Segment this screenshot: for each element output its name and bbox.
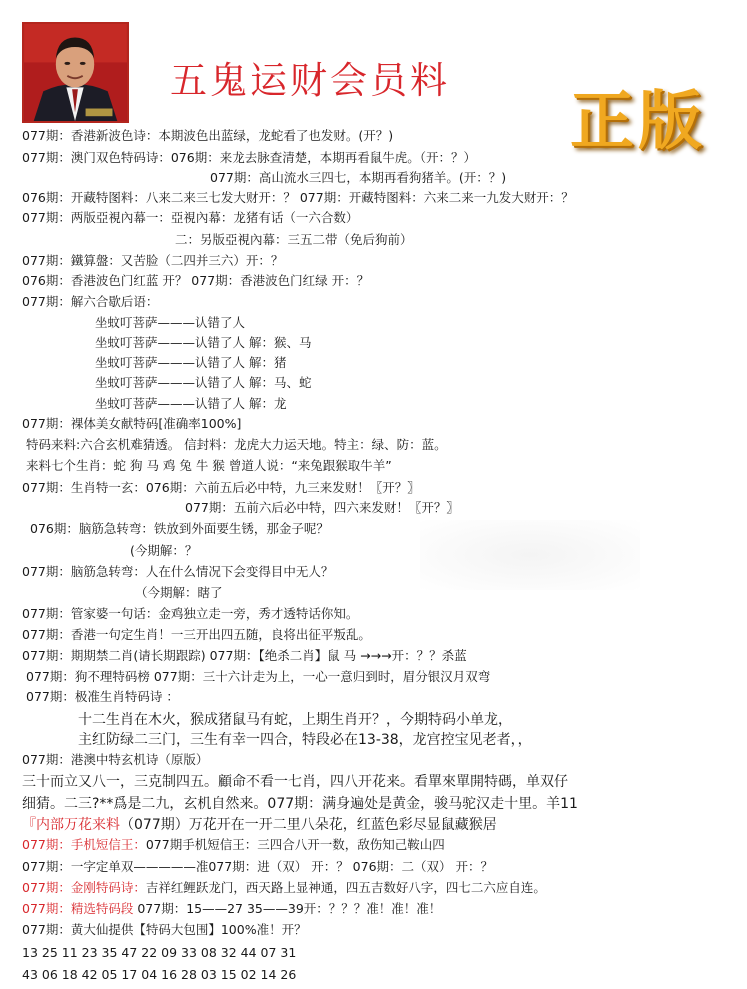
line-text: （077期）万花开在一开二里八朵花，红蓝色彩尽显鼠藏猴居 — [120, 817, 497, 833]
text-line — [22, 128, 393, 144]
text-line — [22, 273, 369, 289]
text-line — [22, 606, 358, 622]
text-line — [22, 150, 476, 166]
text-line — [26, 458, 392, 474]
line-text: 077期：港澳中特玄机诗（原版） — [22, 752, 209, 767]
text-line — [22, 945, 296, 961]
line-text: 077期：一字定单双—————准077期：进（双） 开：？ 076期：二（双） 开：？ — [22, 859, 493, 874]
line-text: 077期：黄大仙提供【特码大包围】100%准！开？ — [22, 922, 307, 937]
line-text: 077期：香港一句定生肖！一三开出四五随，良将出征平叛乱。 — [22, 627, 371, 642]
text-line — [26, 437, 447, 453]
text-line — [210, 170, 506, 186]
line-text: 十二生肖在木火，猴成猪鼠马有蛇，上期生肖开？，今期特码小单龙， — [78, 712, 512, 728]
line-text: 细猜。二三?**爲是二九，玄机自然来。077期：满身遍处是黄金，骏马驼汉走十里。羊11 — [22, 796, 578, 812]
line-text: 076期：脑筋急转弯：铁放到外面要生锈，那金子呢？ — [30, 521, 329, 536]
text-line — [22, 967, 296, 983]
page-title: 五鬼运财会员料 — [170, 59, 450, 102]
portrait-photo — [22, 22, 129, 123]
text-line — [22, 190, 574, 206]
line-text: 076期：香港波色门红蓝 开？ 077期：香港波色门红绿 开：？ — [22, 273, 370, 288]
line-text: 吉祥红鲤跃龙门，西天路上显神通，四五吉数好八字，四七二六应自连。 — [145, 880, 546, 895]
highlight-label: 『内部万花来料 — [22, 817, 120, 833]
line-text: 077期：极准生肖特码诗 ： — [26, 689, 179, 704]
text-line — [95, 335, 311, 351]
line-text: 077期手机短信王：三四合八开一数，敌伤知己鞍山四 — [145, 837, 445, 852]
line-text: 二：另版亞視內幕：三五二带（免后狗前） — [175, 232, 413, 247]
text-line — [95, 375, 311, 391]
text-line — [22, 901, 441, 917]
line-text: 077期：解六合歇后语： — [22, 294, 159, 309]
line-text: 坐蚊叮菩萨———认错了人 解：龙 — [95, 396, 287, 411]
text-line — [22, 922, 307, 938]
text-line — [95, 396, 286, 412]
text-line — [175, 232, 413, 248]
text-line — [22, 752, 208, 768]
text-line — [22, 627, 371, 643]
text-line — [22, 795, 578, 813]
man-portrait-icon — [24, 24, 127, 121]
text-line — [22, 253, 283, 269]
text-line — [78, 711, 512, 729]
line-text: 坐蚊叮菩萨———认错了人 — [95, 315, 246, 330]
line-text: (今期解：？ — [130, 543, 198, 558]
text-line — [185, 500, 459, 516]
smudge-mark — [420, 520, 640, 590]
text-line — [22, 210, 358, 226]
line-text: 077期：五前六后必中特，四六来发财！〖开？〗 — [185, 500, 459, 515]
line-text: 077期：狗不理特码榜 077期：三十六计走为上，一心一意归到时，眉分银汉月双弯 — [26, 669, 491, 684]
line-text: 坐蚊叮菩萨———认错了人 解：猪 — [95, 355, 287, 370]
line-text: 077期：裸体美女献特码[准确率100%] — [22, 416, 242, 431]
text-line — [22, 480, 420, 496]
line-text: 077期：15——27 35——39开：？？？准！准！准！ — [133, 901, 442, 916]
highlight-label: 077期：精选特码段 — [22, 901, 134, 916]
line-text: 13 25 11 23 35 47 22 09 33 08 32 44 07 31 — [22, 945, 297, 960]
text-line — [135, 585, 223, 601]
text-line — [26, 689, 179, 705]
line-text: 077期：高山流水三四七，本期再看狗猪羊。(开：？) — [210, 170, 507, 185]
text-line — [22, 648, 467, 664]
text-line — [130, 543, 197, 559]
line-text: 077期：期期禁二肖(请长期跟踪) 077期：【绝杀二肖】鼠 马 →→→开：？？杀蓝 — [22, 648, 467, 663]
line-text: 43 06 18 42 05 17 04 16 28 03 15 02 14 26 — [22, 967, 297, 982]
line-text: 077期：香港新波色诗：本期波色出蓝绿，龙蛇看了也发财。(开？) — [22, 128, 394, 143]
line-text: 077期：两版亞視內幕一：亞視內幕：龙猪有话（一六合数） — [22, 210, 359, 225]
text-line — [78, 731, 532, 749]
line-text: 077期：生肖特一玄：076期：六前五后必中特，九三来发财！〖开？〗 — [22, 480, 420, 495]
line-text: 来料七个生肖：蛇 狗 马 鸡 兔 牛 猴 曾道人说：“来兔跟猴取牛羊” — [26, 458, 392, 473]
text-line — [22, 816, 497, 834]
line-text: 077期：脑筋急转弯：人在什么情况下会变得目中无人？ — [22, 564, 334, 579]
text-line — [26, 669, 490, 685]
text-line — [22, 859, 493, 875]
line-text: 主红防绿二三门，三生有幸一四合，特段必在13-38，龙宫控宝见老者，， — [78, 732, 532, 748]
line-text: 076期：开藏特图料：八来二来三七发大财开：？ 077期：开藏特图料：六来二来一九发大财开：？ — [22, 190, 574, 205]
text-line — [22, 564, 333, 580]
highlight-label: 077期：金刚特码诗： — [22, 880, 146, 895]
text-line — [22, 837, 445, 853]
line-text: 077期：鐵算盤：又苦脸（二四并三六）开：？ — [22, 253, 284, 268]
line-text: 坐蚊叮菩萨———认错了人 解：马、蛇 — [95, 375, 312, 390]
line-text: 坐蚊叮菩萨———认错了人 解：猴、马 — [95, 335, 312, 350]
text-line — [22, 294, 158, 310]
text-line — [22, 773, 568, 791]
text-line — [95, 315, 245, 331]
text-line — [22, 416, 241, 432]
line-text: （今期解：瞎了 — [135, 585, 223, 600]
line-text: 077期：澳门双色特码诗：076期：来龙去脉查清楚，本期再看鼠牛虎。（开：？） — [22, 150, 476, 165]
line-text: 三十而立又八一，三克制四五。顧命不看一七肖，四八开花来。看單來單開特碼，单双仔 — [22, 774, 568, 790]
genuine-stamp: 正版 — [570, 85, 706, 159]
text-line — [22, 880, 546, 896]
line-text: 特码来料:六合玄机难猜透。 信封料：龙虎大力运天地。特主：绿、防：蓝。 — [26, 437, 447, 452]
text-line — [95, 355, 286, 371]
line-text: 077期：管家婆一句话：金鸡独立走一旁，秀才透特话你知。 — [22, 606, 359, 621]
highlight-label: 077期：手机短信王： — [22, 837, 146, 852]
text-line — [30, 521, 329, 537]
